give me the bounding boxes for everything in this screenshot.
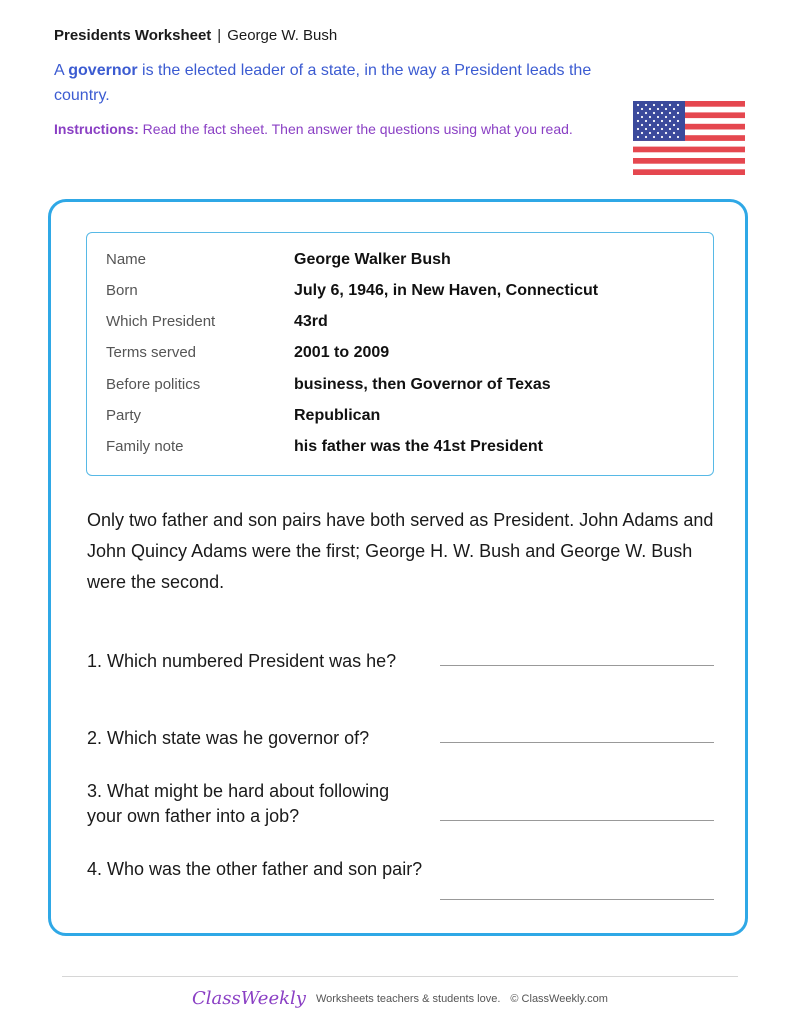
fact-label: Family note <box>106 438 184 455</box>
footer-divider <box>62 976 738 977</box>
definition-text: is the elected leader of a state, in the way a President leads the country. <box>54 62 592 104</box>
us-flag-icon <box>633 101 745 175</box>
answer-line-2[interactable] <box>440 742 714 743</box>
question-1: 1. Which numbered President was he? <box>87 651 397 671</box>
fact-row-name <box>106 251 706 275</box>
footer <box>0 988 800 1009</box>
fact-label: Before politics <box>106 376 201 393</box>
brand-logo: ClassWeekly <box>192 988 306 1009</box>
question-4: 4. Who was the other father and son pair? <box>87 859 423 879</box>
fact-row-before-politics <box>106 376 706 400</box>
instructions <box>54 118 594 141</box>
title-separator: | <box>217 27 222 44</box>
fact-row-terms-served <box>106 344 706 368</box>
fact-row-which-president <box>106 313 706 337</box>
worksheet-title <box>54 27 337 44</box>
fact-label: Name <box>106 251 147 268</box>
fact-row-party <box>106 407 706 431</box>
worksheet-subject: George W. Bush <box>227 27 338 44</box>
definition-term: governor <box>68 62 138 79</box>
answer-line-3[interactable] <box>440 820 714 821</box>
question-2: 2. Which state was he governor of? <box>87 728 370 748</box>
fact-label: Terms served <box>106 344 197 361</box>
instructions-lead: Instructions: <box>54 121 139 137</box>
fact-value: his father was the 41st President <box>294 438 543 455</box>
fact-value: business, then Governor of Texas <box>294 376 551 393</box>
fact-value: 2001 to 2009 <box>294 344 390 361</box>
answer-line-4[interactable] <box>440 899 714 900</box>
governor-definition <box>54 58 614 108</box>
fact-label: Party <box>106 407 142 424</box>
instructions-text: Read the fact sheet. Then answer the questions using what you read. <box>142 121 573 137</box>
fact-value: 43rd <box>294 313 328 330</box>
definition-lead: A <box>54 62 64 79</box>
worksheet-label: Presidents Worksheet <box>54 27 212 44</box>
fact-sheet <box>86 232 714 476</box>
footer-copyright: © ClassWeekly.com <box>510 993 608 1005</box>
fact-value: July 6, 1946, in New Haven, Connecticut <box>294 282 599 299</box>
fact-row-born <box>106 282 706 306</box>
footer-tagline: Worksheets teachers & students love. <box>315 993 501 1005</box>
answer-line-1[interactable] <box>440 665 714 666</box>
fact-label: Which President <box>106 313 216 330</box>
fact-label: Born <box>106 282 138 299</box>
question-3: 3. What might be hard about following your own father into a job? <box>87 781 390 826</box>
fact-value: George Walker Bush <box>294 251 451 268</box>
reading-paragraph: Only two father and son pairs have both served as President. John Adams and John Quincy Adams were the first; George H. W. Bush and George W. Bush were the second. <box>87 510 714 592</box>
fact-row-family-note <box>106 438 706 462</box>
fact-value: Republican <box>294 407 381 424</box>
